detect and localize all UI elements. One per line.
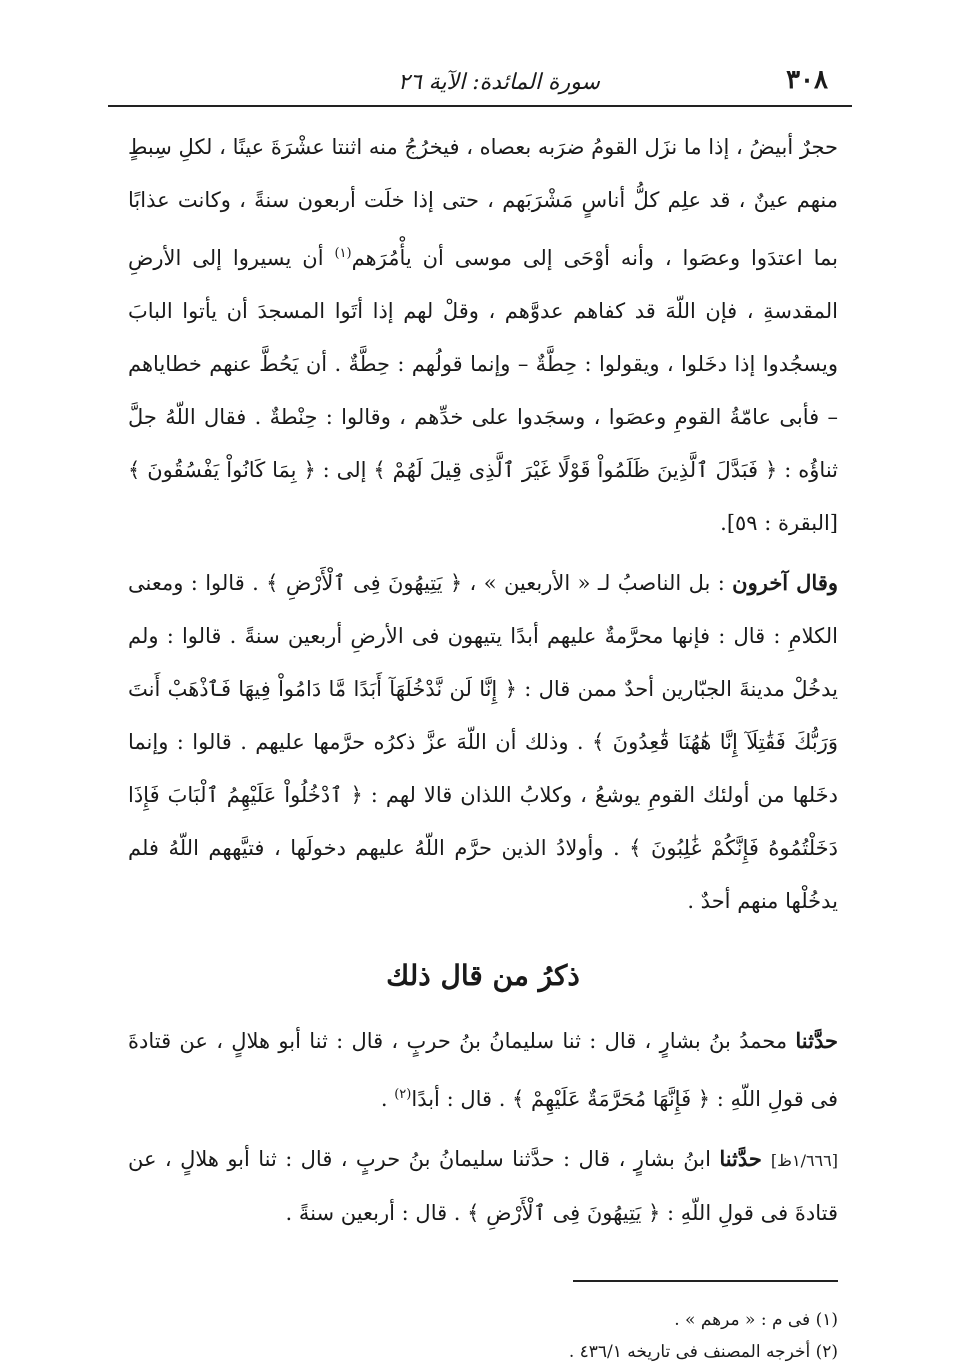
page-header [128, 55, 838, 99]
paragraph-3 [128, 1014, 838, 1126]
section-heading: ذكرُ من قال ذلك [386, 959, 580, 992]
paragraph-3-lead: حدَّثنا [795, 1028, 838, 1053]
paragraph-3-text: محمدُ بنُ بشارٍ ، قال : ثنا سليمانُ بنُ حربٍ ، قال : ثنا أبو هلالٍ ، عن قتادةَ فى قولِ اللّهِ : ﴿ فَإِنَّهَا مُحَرَّمَةٌ عَلَيْهِمْ ﴾ . قال : أبدًا [128, 1029, 838, 1111]
paragraph-2 [128, 556, 838, 928]
paragraph-2-text: : بل الناصبُ لـ « الأربعين » ، ﴿ يَتِيهُونَ فِى ٱلْأَرْضِ ﴾ . قالوا : ومعنى الكلامِ : قال : فإنها محرَّمةٌ عليهم أبدًا يتيهون فى الأرضِ أربعين سنةً . قالوا : ولم يدخُلْ مدينةَ الجبّارين أحدٌ ممن قال : ﴿ إِنَّا لَن نَّدْخُلَهَآ أَبَدًا مَّا دَامُواْ فِيهَا فَٱذْهَبْ أَنتَ وَرَبُّكَ فَقَٰتِلَآ إِنَّا هَٰهُنَا قَٰعِدُونَ ﴾ . وذلك أن اللّهَ عزَّ ذكرُه حرَّمها عليهم . قالوا : وإنما دخَلها من أولئك القومِ يوشعُ ، وكلابُ اللذان قالا لهم : ﴿ ٱدْخُلُواْ عَلَيْهِمُ ٱلْبَابَ فَإِذَا دَخَلْتُمُوهُ فَإِنَّكُمْ غَٰلِبُونَ ﴾ . وأولادُ الذين حرَّم اللّهُ عليهم دخولَها ، فتيَّههم اللّهُ فلم يدخُلْها منهم أحدٌ . [128, 571, 839, 913]
paragraph-1-text: حجرٌ أبيضُ ، إذا ما نزَل القومُ ضرَبه بعصاه ، فيخرُجُ منه اثنتا عشْرَةَ عينًا ، لكلِ سِبطٍ منهم عينٌ ، قد علِم كلُّ أناسٍ مَشْرَبَهم ، حتى إذا خلَت أربعون سنةً ، وكانت عذابًا بما اعتدَوا وعصَوا ، وأنه أوْحَى إلى موسى أن يأْمُرَهم [128, 135, 838, 270]
paragraph-4-lead: حدَّثنا [719, 1146, 771, 1171]
paragraph-2-lead: وقال آخرون [732, 570, 838, 595]
paragraph-1-continued: أن يسيروا إلى الأرضِ المقدسةِ ، فإن اللّهَ قد كفاهم عدوَّهم ، وقلْ لهم إذا أتَوا المسجدَ أن يأتوا البابَ ويسجُدوا إذا دخَلوا ، ويقولوا : حِطَّةٌ – وإنما قولُهم : حِطَّةٌ . أن يَحُطَّ عنهم خطاياهم – فأبى عامّةُ القومِ وعصَوا ، وسجَدوا على خدِّهم ، وقالوا : حِنْطةٌ . فقال اللّهُ جلَّ ثناؤُه : ﴿ فَبَدَّلَ ٱلَّذِينَ ظَلَمُواْ قَوْلًا غَيْرَ ٱلَّذِى قِيلَ لَهُمْ ﴾ إلى : ﴿ بِمَا كَانُواْ يَفْسُقُونَ ﴾ [البقرة : ٥٩]. [128, 246, 838, 535]
footnote-marker-2: (٢) [394, 1087, 412, 1102]
page-number: ٣٠٨ [786, 65, 828, 95]
paragraph-1 [128, 121, 838, 550]
paragraph-3-end: . [380, 1087, 395, 1111]
footnote-1: (١) فى م : « مرهم » . [674, 1310, 838, 1330]
manuscript-reference: [١/٦٦٦ظ] [770, 1151, 838, 1170]
header-rule [108, 105, 852, 107]
footnotes [128, 1304, 838, 1368]
footnote-marker-1: (١) [334, 246, 352, 261]
footnote-rule [573, 1280, 838, 1282]
footnote-2: (٢) أخرجه المصنف فى تاريخه ٤٣٦/١ . [568, 1342, 838, 1362]
paragraph-4-text: ابنُ بشارٍ ، قال : حدَّثنا سليمانُ بنُ حربٍ ، قال : ثنا أبو هلالٍ ، عن قتادةَ فى قولِ اللّهِ : ﴿ يَتِيهُونَ فِى ٱلْأَرْضِ ﴾ . قال : أربعين سنةً . [128, 1147, 838, 1225]
running-title: سورة المائدة: الآية ٢٦ [398, 70, 600, 95]
paragraph-4 [128, 1132, 838, 1240]
